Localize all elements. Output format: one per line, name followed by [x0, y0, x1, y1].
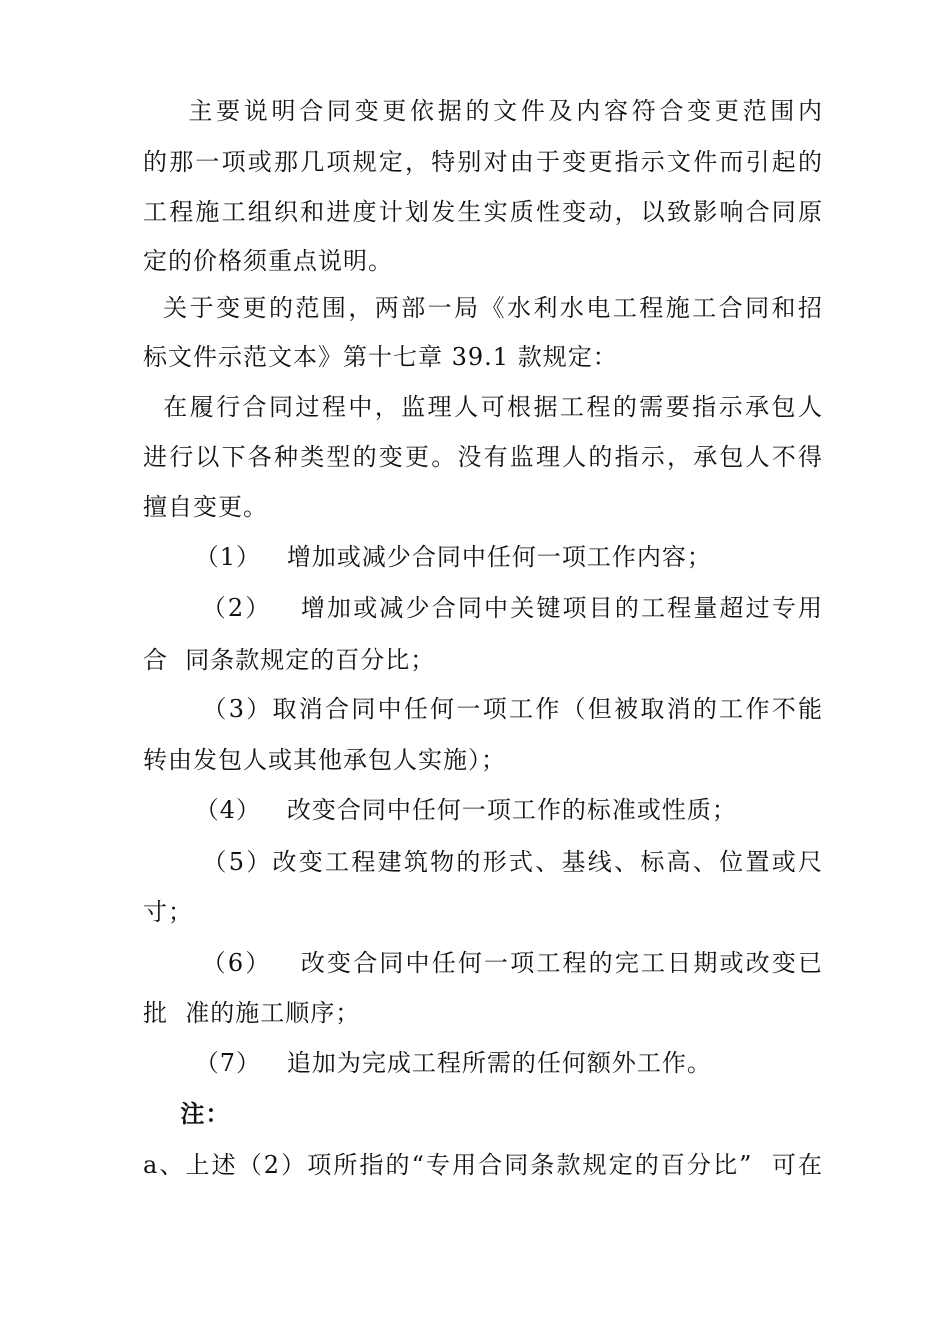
- text-line: 工程施工组织和进度计划发生实质性变动，以致影响合同原: [143, 198, 823, 226]
- list-item: （7） 追加为完成工程所需的任何额外工作。: [143, 1049, 712, 1077]
- text-line: 的那一项或那几项规定，特别对由于变更指示文件而引起的: [143, 148, 823, 176]
- list-item: （4） 改变合同中任何一项工作的标准或性质；: [143, 796, 737, 824]
- list-item: （2） 增加或减少合同中关键项目的工程量超过专用: [143, 594, 823, 622]
- text-line: 擅自变更。: [143, 493, 268, 521]
- note-label: 注：: [143, 1099, 231, 1128]
- list-item: （6） 改变合同中任何一项工程的完工日期或改变已: [143, 949, 823, 977]
- text-line: 标文件示范文本》第十七章 39.1 款规定：: [143, 343, 618, 371]
- note-line: a、上述（2）项所指的“专用合同条款规定的百分比” 可在: [143, 1151, 823, 1179]
- list-item: 批 准的施工顺序；: [143, 999, 361, 1027]
- text-line: 进行以下各种类型的变更。没有监理人的指示，承包人不得: [143, 443, 823, 471]
- list-item: 合 同条款规定的百分比；: [143, 646, 436, 674]
- text-line: 主要说明合同变更依据的文件及内容符合变更范围内: [143, 97, 823, 125]
- list-item: （5）改变工程建筑物的形式、基线、标高、位置或尺: [143, 848, 823, 876]
- list-item: 转由发包人或其他承包人实施）；: [143, 746, 506, 774]
- text-line: 在履行合同过程中，监理人可根据工程的需要指示承包人: [143, 393, 823, 421]
- list-item: （3）取消合同中任何一项工作（但被取消的工作不能: [143, 695, 823, 723]
- list-item: （1） 增加或减少合同中任何一项工作内容；: [143, 543, 712, 571]
- text-line: 关于变更的范围，两部一局《水利水电工程施工合同和招: [143, 294, 823, 322]
- list-item: 寸；: [143, 898, 193, 926]
- text-line: 定的价格须重点说明。: [143, 247, 393, 275]
